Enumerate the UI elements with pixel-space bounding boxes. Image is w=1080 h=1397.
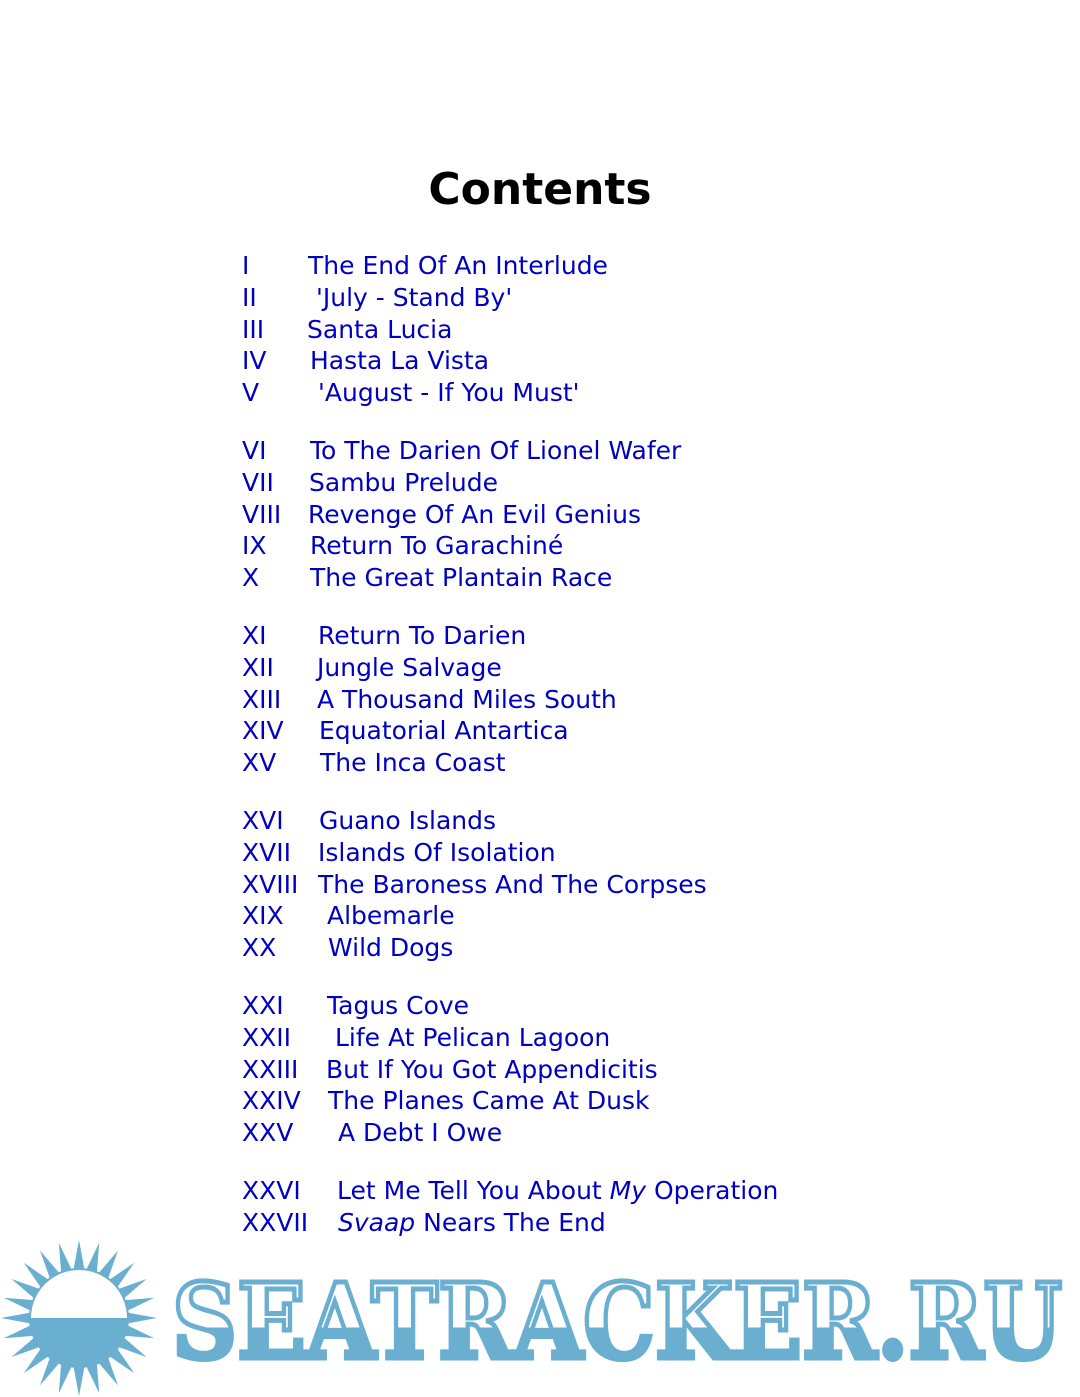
chapter-number: XXV <box>242 1118 294 1148</box>
chapter-number: XIV <box>242 716 284 746</box>
chapter-number: XIII <box>242 684 282 714</box>
chapter-title[interactable]: But If You Got Appendicitis <box>326 1054 658 1084</box>
chapter-title[interactable]: Return To Darien <box>318 620 527 650</box>
watermark-text: SEATRACKER.RU <box>172 1260 1062 1383</box>
title-part: Let Me Tell You About <box>337 1175 610 1205</box>
chapter-number: II <box>242 282 257 312</box>
chapter-number: I <box>242 251 250 280</box>
chapter-title[interactable]: The Planes Came At Dusk <box>328 1086 650 1116</box>
chapter-number: IX <box>242 531 267 561</box>
chapter-title[interactable]: A Thousand Miles South <box>317 684 617 714</box>
chapter-number: VIII <box>242 499 282 529</box>
sun-icon <box>1 1240 157 1396</box>
chapter-number: XIX <box>242 901 284 931</box>
chapter-title[interactable] <box>338 1207 606 1239</box>
chapter-title[interactable]: Sambu Prelude <box>309 467 498 497</box>
chapter-number: XVII <box>242 837 291 867</box>
chapter-title[interactable] <box>337 1175 778 1207</box>
chapter-number: XI <box>242 620 267 650</box>
chapter-number: XXVII <box>242 1207 309 1237</box>
chapter-number: III <box>242 314 265 344</box>
chapter-title[interactable]: Jungle Salvage <box>317 652 502 682</box>
chapter-number: XXIV <box>242 1086 301 1116</box>
chapter-title[interactable]: Guano Islands <box>319 805 497 835</box>
chapter-title[interactable]: To The Darien Of Lionel Wafer <box>310 435 682 465</box>
chapter-title[interactable]: The Baroness And The Corpses <box>318 869 707 899</box>
chapter-number: XXVI <box>242 1175 301 1205</box>
chapter-number: V <box>242 378 260 408</box>
chapter-number: XII <box>242 652 274 682</box>
chapter-number: XX <box>242 933 277 963</box>
chapter-title[interactable]: Santa Lucia <box>307 314 453 344</box>
chapter-title[interactable]: The End Of An Interlude <box>308 251 608 280</box>
chapter-title[interactable]: Equatorial Antartica <box>319 716 569 746</box>
emphasized-title-part: Svaap <box>338 1207 416 1237</box>
chapter-number: VII <box>242 467 274 497</box>
chapter-number: XXII <box>242 1022 291 1052</box>
watermark-logo <box>0 1238 1080 1397</box>
chapter-title[interactable]: A Debt I Owe <box>338 1118 503 1148</box>
chapter-title[interactable]: Islands Of Isolation <box>318 837 556 867</box>
chapter-number: XXI <box>242 990 284 1020</box>
title-part: Operation <box>646 1175 779 1205</box>
emphasized-title-part: My <box>609 1175 647 1205</box>
chapter-number: IV <box>242 346 267 376</box>
chapter-title[interactable]: Return To Garachiné <box>310 531 564 561</box>
chapter-title[interactable]: Hasta La Vista <box>310 346 490 376</box>
chapter-title[interactable]: Life At Pelican Lagoon <box>335 1022 611 1052</box>
chapter-title[interactable]: The Great Plantain Race <box>310 563 613 593</box>
chapter-title[interactable]: Revenge Of An Evil Genius <box>308 499 642 529</box>
chapter-title[interactable]: Wild Dogs <box>328 933 454 963</box>
chapter-title[interactable]: Albemarle <box>327 901 455 931</box>
chapter-title[interactable]: 'August - If You Must' <box>318 378 580 408</box>
page-title: Contents <box>428 164 652 215</box>
title-part: Nears The End <box>415 1207 606 1237</box>
chapter-title[interactable]: The Inca Coast <box>320 748 506 778</box>
chapter-title[interactable]: Tagus Cove <box>327 990 470 1020</box>
chapter-number: XVIII <box>242 869 299 899</box>
chapter-number: VI <box>242 435 267 465</box>
chapter-number: XV <box>242 748 277 778</box>
chapter-number: XXIII <box>242 1054 299 1084</box>
chapter-number: XVI <box>242 805 284 835</box>
chapter-number: X <box>242 563 260 593</box>
chapter-title[interactable]: 'July - Stand By' <box>316 282 513 312</box>
